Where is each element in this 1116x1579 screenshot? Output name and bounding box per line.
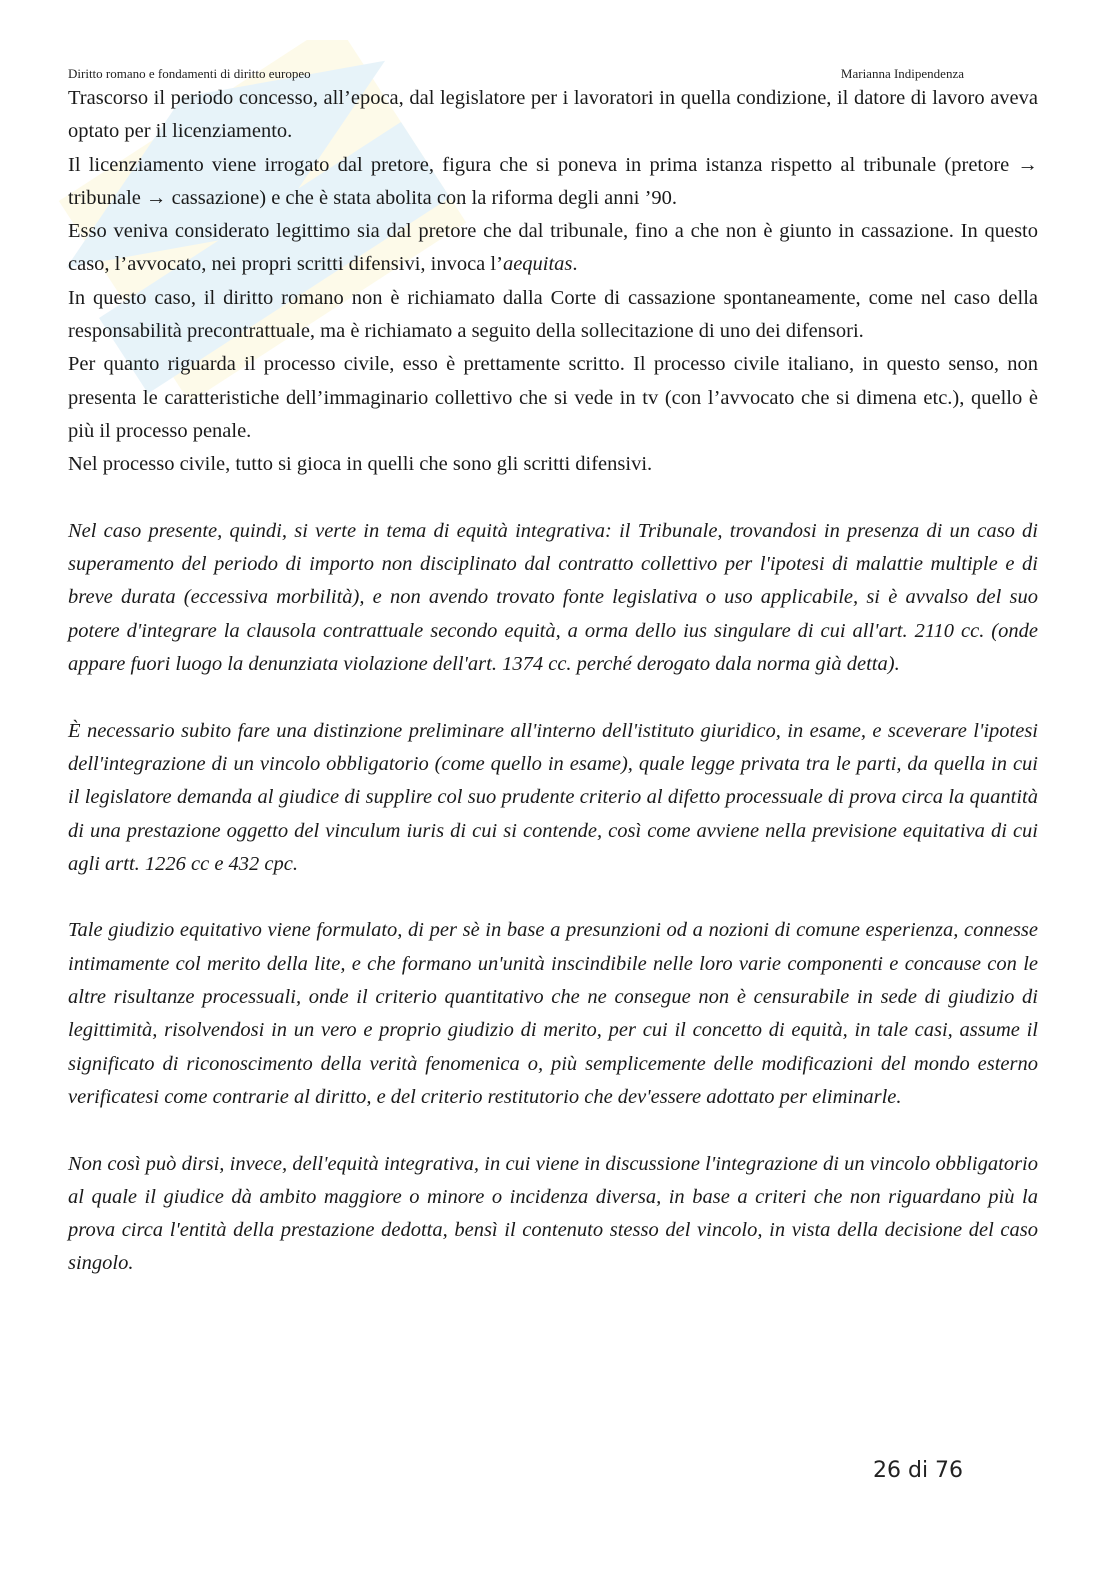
paragraph-end: . xyxy=(572,253,578,276)
page-number: 26 di 76 xyxy=(873,1458,964,1483)
quote-paragraph: È necessario subito fare una distinzione preliminare all'interno dell'istituto giuridico, in esame, e sceverare l'ipotesi dell'integrazione di un vincolo obbligatorio (come quello in esame), quale legge privata tra le parti, da quella in cui il legislatore demanda al giudice di supplire col suo prudente criterio al difetto processuale di prova circa la quantità di una prestazione oggetto del vinculum iuris di cui si contende, così come avviene nella previsione equitativa di cui agli artt. 1226 cc e 432 cpc. xyxy=(68,719,1038,875)
header-author: Marianna Indipendenza xyxy=(840,66,964,81)
paragraph: Nel processo civile, tutto si gioca in quelli che sono gli scritti difensivi. xyxy=(68,453,653,476)
document-body xyxy=(68,82,1038,1281)
paragraph: Per quanto riguarda il processo civile, esso è prettamente scritto. Il processo civile italiano, in questo senso, non presenta le caratteristiche dell’immaginario collettivo che si vede in tv (con l’avvocato che si dimena etc.), quello è più il processo penale. xyxy=(68,353,1038,442)
paragraph-emphasis: aequitas xyxy=(502,253,573,276)
paragraph: Trascorso il periodo concesso, all’epoca, dal legislatore per i lavoratori in quella condizione, il datore di lavoro aveva optato per il licenziamento. xyxy=(68,87,1038,143)
quote-paragraph: Tale giudizio equitativo viene formulato, di per sè in base a presunzioni od a nozioni di comune esperienza, connesse intimamente col merito della lite, e che formano un'unità inscindibile nelle loro varie componenti e concause con le altre risultanze processuali, onde il criterio quantitativo che ne consegue non è censurabile in sede di giudizio di legittimità, risolvendosi in un vero e proprio giudizio di merito, per cui il concetto di equità, in tale casi, assume il significato di riconoscimento della verità fenomenica o, più semplicemente delle modificazioni del mondo esterno verificatesi come contrarie al diritto, e del criterio restitutorio che dev'essere adottato per eliminarle. xyxy=(68,919,1038,1108)
quote-paragraph: Non così può dirsi, invece, dell'equità integrativa, in cui viene in discussione l'integrazione di un vincolo obbligatorio al quale il giudice dà ambito maggiore o minore o incidenza diversa, in base a criteri che non riguardano più la prova circa l'entità della prestazione dedotta, bensì il contenuto stesso del vincolo, in vista della decisione del caso singolo. xyxy=(68,1152,1038,1275)
header-course-title: Diritto romano e fondamenti di diritto europeo xyxy=(68,66,311,81)
paragraph-text: Esso veniva considerato legittimo sia dal pretore che dal tribunale, fino a che non è giunto in cassazione. In questo caso, l’avvocato, nei propri scritti difensivi, invoca l’ xyxy=(68,220,1038,276)
paragraph: In questo caso, il diritto romano non è richiamato dalla Corte di cassazione spontaneamente, come nel caso della responsabilità precontrattuale, ma è richiamato a seguito della sollecitazione di uno dei difensori. xyxy=(68,286,1038,343)
quote-paragraph: Nel caso presente, quindi, si verte in tema di equità integrativa: il Tribunale, trovandosi in presenza di un caso di superamento del periodo di importo non disciplinato dal contratto collettivo per l'ipotesi di malattie multiple e di breve durata (eccessiva morbilità), e non avendo trovato fonte legislativa o uso applicabile, si è avvalso del suo potere d'integrare la clausola contrattuale secondo equità, a orma dello ius singulare di cui all'art. 2110 cc. (onde appare fuori luogo la denunziata violazione dell'art. 1374 cc. perché derogato dala norma già detta). xyxy=(68,519,1038,676)
paragraph xyxy=(68,215,1038,282)
paragraph: Il licenziamento viene irrogato dal pretore, figura che si poneva in prima istanza rispetto al tribunale (pretore → tribunale → cassazione) e che è stata abolita con la riforma degli anni ’90. xyxy=(68,153,1038,209)
